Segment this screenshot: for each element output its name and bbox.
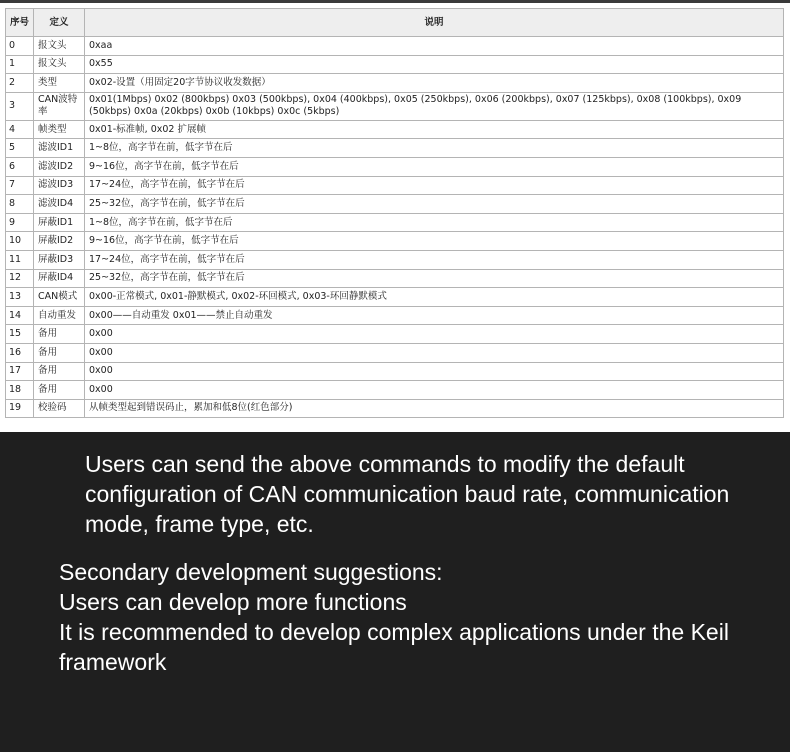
cell-description: 0x01(1Mbps) 0x02 (800kbps) 0x03 (500kbps), 0x04 (400kbps), 0x05 (250kbps), 0x06 (200kbps), 0x07 (125kbps), 0x08 (100kbps), 0x09 (50kbps) 0x0a (20kbps) 0x0b (10kbps) 0x0c (5kbps) bbox=[85, 92, 784, 120]
cell-index: 19 bbox=[6, 399, 34, 418]
cell-index: 16 bbox=[6, 343, 34, 362]
cell-description: 1~8位，高字节在前，低字节在后 bbox=[85, 213, 784, 232]
table-header-row bbox=[6, 9, 784, 37]
table-body bbox=[6, 37, 784, 418]
table-row bbox=[6, 74, 784, 93]
cell-index: 17 bbox=[6, 362, 34, 381]
cell-index: 2 bbox=[6, 74, 34, 93]
table-row bbox=[6, 37, 784, 56]
cell-index: 18 bbox=[6, 381, 34, 400]
cell-description: 25~32位，高字节在前，低字节在后 bbox=[85, 269, 784, 288]
cell-index: 4 bbox=[6, 120, 34, 139]
table-row bbox=[6, 92, 784, 120]
cell-index: 11 bbox=[6, 250, 34, 269]
cell-description: 0x00 bbox=[85, 381, 784, 400]
development-suggestions bbox=[59, 557, 790, 677]
cell-definition: 备用 bbox=[34, 381, 85, 400]
cell-definition: 校验码 bbox=[34, 399, 85, 418]
cell-index: 14 bbox=[6, 306, 34, 325]
notes-panel bbox=[0, 432, 790, 752]
cell-description: 0x00 bbox=[85, 362, 784, 381]
table-row bbox=[6, 306, 784, 325]
header-index: 序号 bbox=[6, 9, 34, 37]
cell-description: 0xaa bbox=[85, 37, 784, 56]
cell-definition: 备用 bbox=[34, 343, 85, 362]
cell-description: 0x01-标准帧, 0x02 扩展帧 bbox=[85, 120, 784, 139]
cell-definition: 滤波ID2 bbox=[34, 157, 85, 176]
cell-description: 0x00 bbox=[85, 325, 784, 344]
cell-definition: 屏蔽ID3 bbox=[34, 250, 85, 269]
cell-definition: 屏蔽ID1 bbox=[34, 213, 85, 232]
protocol-table bbox=[5, 8, 784, 418]
cell-definition: 类型 bbox=[34, 74, 85, 93]
cell-definition: 报文头 bbox=[34, 37, 85, 56]
table-row bbox=[6, 381, 784, 400]
table-row bbox=[6, 250, 784, 269]
cell-description: 0x55 bbox=[85, 55, 784, 74]
table-row bbox=[6, 120, 784, 139]
header-description: 说明 bbox=[85, 9, 784, 37]
cell-definition: 备用 bbox=[34, 362, 85, 381]
table-row bbox=[6, 213, 784, 232]
cell-index: 15 bbox=[6, 325, 34, 344]
cell-index: 0 bbox=[6, 37, 34, 56]
cell-description: 1~8位，高字节在前，低字节在后 bbox=[85, 139, 784, 158]
table-row bbox=[6, 232, 784, 251]
table-row bbox=[6, 55, 784, 74]
cell-description: 0x00 bbox=[85, 343, 784, 362]
cell-index: 9 bbox=[6, 213, 34, 232]
suggestion-line: Users can develop more functions bbox=[59, 589, 407, 615]
cell-index: 7 bbox=[6, 176, 34, 195]
cell-description: 17~24位，高字节在前，低字节在后 bbox=[85, 250, 784, 269]
cell-index: 5 bbox=[6, 139, 34, 158]
cell-description: 0x00——自动重发 0x01——禁止自动重发 bbox=[85, 306, 784, 325]
cell-definition: 备用 bbox=[34, 325, 85, 344]
cell-description: 0x02-设置（用固定20字节协议收发数据） bbox=[85, 74, 784, 93]
table-row bbox=[6, 288, 784, 307]
cell-definition: 报文头 bbox=[34, 55, 85, 74]
table-row bbox=[6, 157, 784, 176]
table-row bbox=[6, 176, 784, 195]
cell-index: 1 bbox=[6, 55, 34, 74]
cell-index: 3 bbox=[6, 92, 34, 120]
cell-description: 0x00-正常模式, 0x01-静默模式, 0x02-环回模式, 0x03-环回静默模式 bbox=[85, 288, 784, 307]
cell-description: 9~16位，高字节在前，低字节在后 bbox=[85, 157, 784, 176]
table-row bbox=[6, 362, 784, 381]
cell-description: 9~16位，高字节在前，低字节在后 bbox=[85, 232, 784, 251]
table-row bbox=[6, 343, 784, 362]
top-border bbox=[0, 0, 790, 3]
cell-index: 13 bbox=[6, 288, 34, 307]
cell-description: 25~32位，高字节在前，低字节在后 bbox=[85, 195, 784, 214]
cell-description: 从帧类型起到错误码止，累加和低8位(红色部分) bbox=[85, 399, 784, 418]
table-row bbox=[6, 325, 784, 344]
suggestions-heading: Secondary development suggestions: bbox=[59, 559, 443, 585]
table-row bbox=[6, 399, 784, 418]
cell-definition: 滤波ID3 bbox=[34, 176, 85, 195]
table-row bbox=[6, 195, 784, 214]
cell-index: 10 bbox=[6, 232, 34, 251]
cell-index: 6 bbox=[6, 157, 34, 176]
cell-definition: 自动重发 bbox=[34, 306, 85, 325]
cell-definition: CAN模式 bbox=[34, 288, 85, 307]
cell-definition: 屏蔽ID4 bbox=[34, 269, 85, 288]
cell-description: 17~24位，高字节在前，低字节在后 bbox=[85, 176, 784, 195]
cell-definition: 屏蔽ID2 bbox=[34, 232, 85, 251]
suggestion-line: It is recommended to develop complex applications under the Keil framework bbox=[59, 619, 729, 675]
cell-definition: 滤波ID4 bbox=[34, 195, 85, 214]
cell-definition: 滤波ID1 bbox=[34, 139, 85, 158]
cell-definition: 帧类型 bbox=[34, 120, 85, 139]
table-row bbox=[6, 139, 784, 158]
table-row bbox=[6, 269, 784, 288]
cell-definition: CAN波特率 bbox=[34, 92, 85, 120]
cell-index: 8 bbox=[6, 195, 34, 214]
cell-index: 12 bbox=[6, 269, 34, 288]
usage-note: Users can send the above commands to modify the default configuration of CAN communication baud rate, communication mode, frame type, etc. bbox=[85, 451, 730, 537]
header-definition: 定义 bbox=[34, 9, 85, 37]
